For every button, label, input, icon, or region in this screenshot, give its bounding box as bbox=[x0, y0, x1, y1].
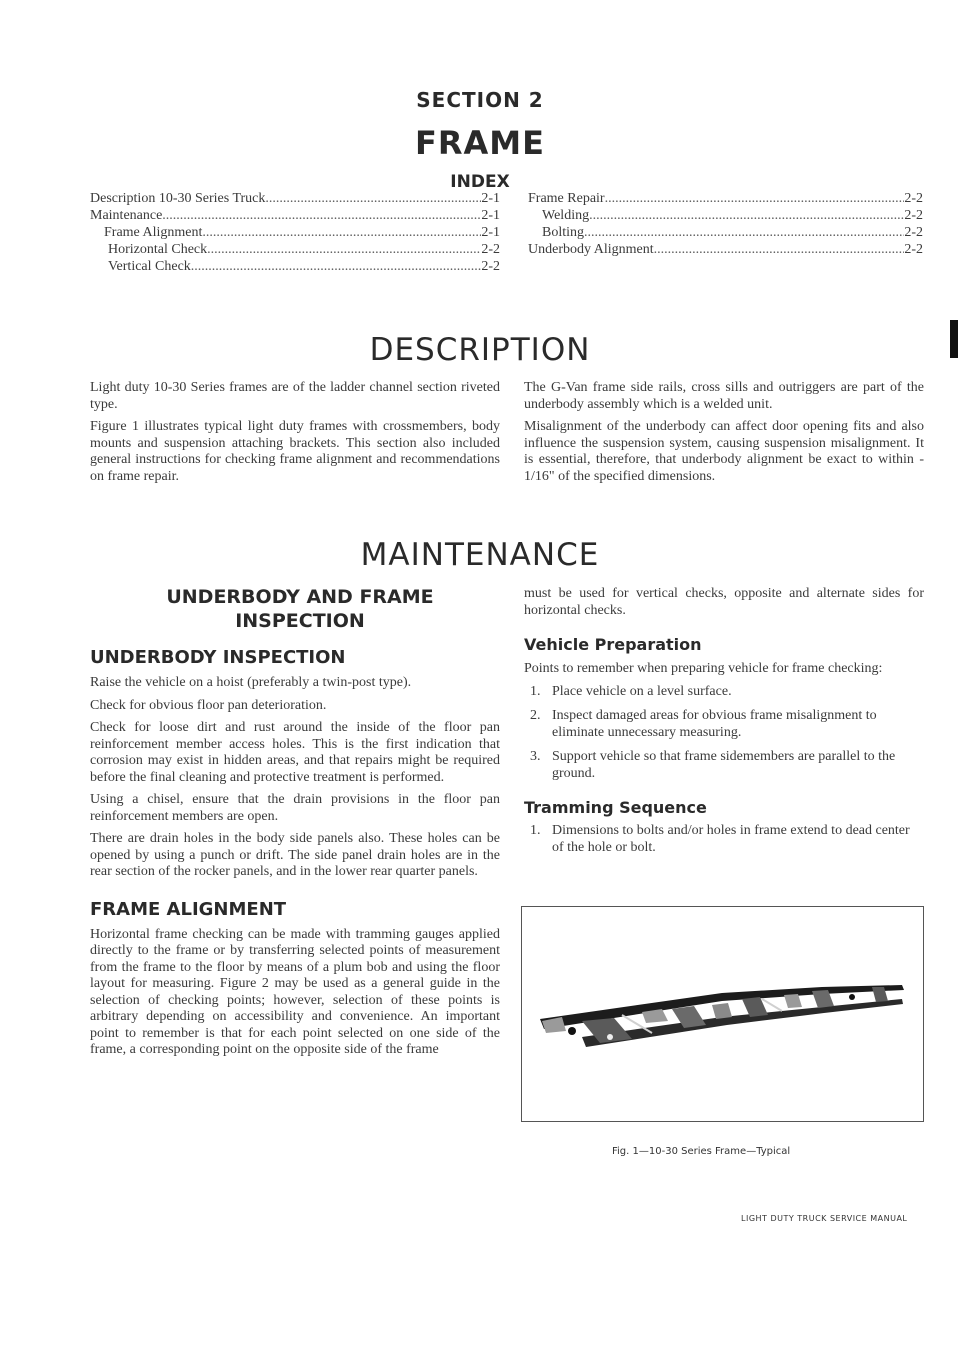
truck-frame-illustration-icon bbox=[522, 907, 923, 1121]
index-entry-label: Underbody Alignment bbox=[528, 242, 654, 257]
description-paragraph: The G-Van frame side rails, cross sills and outriggers are part of the underbody assembly which is a welded unit. bbox=[524, 380, 924, 412]
index-entry-page: 2-1 bbox=[481, 191, 500, 206]
index-entry bbox=[90, 224, 500, 241]
list-item bbox=[524, 684, 924, 701]
underbody-paragraph: Check for obvious floor pan deterioration. bbox=[90, 697, 327, 713]
list-item-text: Support vehicle so that frame sidemembers are parallel to the ground. bbox=[552, 749, 896, 781]
vehicle-preparation-intro: Points to remember when preparing vehicle for frame checking: bbox=[524, 661, 883, 676]
continuation-paragraph: must be used for vertical checks, opposite and alternate sides for horizontal checks. bbox=[524, 586, 924, 618]
list-item bbox=[524, 708, 924, 741]
page-title: FRAME bbox=[415, 124, 545, 162]
inspection-heading-line2: INSPECTION bbox=[235, 610, 365, 632]
index-leader-dots bbox=[207, 241, 481, 258]
figure-caption: Fig. 1—10-30 Series Frame—Typical bbox=[612, 1146, 791, 1157]
index-entry-page: 2-2 bbox=[904, 191, 923, 206]
index-left-column bbox=[90, 190, 500, 275]
index-entry bbox=[90, 258, 500, 275]
index-leader-dots bbox=[654, 241, 905, 258]
index-leader-dots bbox=[162, 207, 481, 224]
index-leader-dots bbox=[191, 258, 482, 275]
index-leader-dots bbox=[589, 207, 904, 224]
figure-box bbox=[521, 906, 924, 1122]
list-item-text: Place vehicle on a level surface. bbox=[552, 683, 732, 699]
index-entry bbox=[90, 207, 500, 224]
index-entry-page: 2-1 bbox=[481, 225, 500, 240]
index-entry-label: Welding bbox=[542, 208, 590, 223]
index-entry-page: 2-2 bbox=[481, 242, 500, 257]
index-entry-label: Description 10-30 Series Truck bbox=[90, 191, 266, 206]
vehicle-preparation-heading: Vehicle Preparation bbox=[524, 635, 702, 654]
index-entry-label: Maintenance bbox=[90, 208, 163, 223]
list-item-number: 2. bbox=[530, 708, 541, 723]
frame-alignment-paragraph: Horizontal frame checking can be made with tramming gauges applied directly to the frame or by transferring selected points of measurement from the frame to the floor by means of a plum bob and using the floor layout for measuring. Figure 2 may be used as a general guide in the selection of checking points; however, selection of these points is arbitrary depending on accessibility and convenience. An important point to remember is that for each point selected on one side of the frame, a corresponding point on the opposite side of the frame bbox=[90, 926, 500, 1057]
list-item-number: 1. bbox=[530, 823, 541, 838]
underbody-paragraph: Check for loose dirt and rust around the inside of the floor pan reinforcement member access holes. This is the first indication that corrosion may exist in hidden areas, and that repairs might be required before the final cleaning and protective treatment is performed. bbox=[90, 720, 500, 785]
frame-alignment-heading: FRAME ALIGNMENT bbox=[90, 898, 287, 920]
index-heading: INDEX bbox=[450, 172, 510, 192]
index-leader-dots bbox=[202, 224, 481, 241]
tramming-sequence-list bbox=[524, 823, 924, 856]
description-paragraph: Misalignment of the underbody can affect door opening fits and also influence the suspension system, causing suspension misalignment. It is essential, therefore, that underbody alignment be exact to within - 1/16" of the specified dimensions. bbox=[524, 419, 924, 484]
list-item-text: Inspect damaged areas for obvious frame misalignment to eliminate unnecessary measuring. bbox=[552, 708, 877, 740]
index-entry bbox=[528, 207, 923, 224]
index-entry-label: Vertical Check bbox=[108, 259, 191, 274]
inspection-heading-line1: UNDERBODY AND FRAME bbox=[166, 586, 434, 608]
index-entry bbox=[528, 241, 923, 258]
list-item-number: 1. bbox=[530, 683, 541, 699]
list-item bbox=[524, 749, 924, 782]
underbody-paragraph: Using a chisel, ensure that the drain provisions in the floor pan reinforcement members are open. bbox=[90, 792, 500, 824]
index-right-column bbox=[528, 190, 923, 258]
maintenance-heading: MAINTENANCE bbox=[360, 537, 600, 573]
index-entry-page: 2-1 bbox=[481, 208, 500, 223]
underbody-inspection-heading: UNDERBODY INSPECTION bbox=[90, 647, 346, 668]
underbody-paragraph: There are drain holes in the body side panels also. These holes can be opened by using a punch or drift. The side panel drain holes are in the rear section of the rocker panels, and in the lower rear quarter panels. bbox=[90, 831, 500, 879]
index-entry bbox=[90, 190, 500, 207]
description-paragraph: Light duty 10-30 Series frames are of the ladder channel section riveted type. bbox=[90, 380, 500, 412]
list-item-text: Dimensions to bolts and/or holes in frame extend to dead center of the hole or bolt. bbox=[552, 823, 910, 855]
index-entry-label: Frame Repair bbox=[528, 191, 605, 206]
maintenance-right-column bbox=[524, 586, 924, 864]
underbody-paragraph: Raise the vehicle on a hoist (preferably a twin-post type). bbox=[90, 675, 412, 690]
vehicle-preparation-list bbox=[524, 684, 924, 783]
maintenance-left-column bbox=[90, 585, 500, 1065]
index-entry-label: Horizontal Check bbox=[108, 242, 208, 257]
index-entry-page: 2-2 bbox=[904, 225, 923, 240]
section-number: SECTION 2 bbox=[416, 88, 544, 112]
index-entry-page: 2-2 bbox=[904, 242, 923, 257]
list-item bbox=[524, 823, 924, 856]
index-entry bbox=[90, 241, 500, 258]
index-leader-dots bbox=[265, 190, 481, 207]
description-right-column bbox=[524, 380, 924, 491]
list-item-number: 3. bbox=[530, 749, 541, 764]
index-leader-dots bbox=[584, 224, 904, 241]
index-leader-dots bbox=[605, 190, 905, 207]
index-entry bbox=[528, 190, 923, 207]
index-entry-page: 2-2 bbox=[904, 208, 923, 223]
tramming-sequence-heading: Tramming Sequence bbox=[524, 798, 707, 817]
index-entry-label: Frame Alignment bbox=[104, 225, 203, 240]
index-entry-label: Bolting bbox=[542, 225, 585, 240]
description-paragraph: Figure 1 illustrates typical light duty frames with crossmembers, body mounts and suspension attaching brackets. This section also included general instructions for checking frame alignment and recommendations on frame repair. bbox=[90, 419, 500, 484]
index-entry bbox=[528, 224, 923, 241]
description-heading: DESCRIPTION bbox=[369, 332, 591, 368]
index-entry-page: 2-2 bbox=[481, 259, 500, 274]
description-left-column bbox=[90, 380, 500, 491]
page-footer: LIGHT DUTY TRUCK SERVICE MANUAL bbox=[741, 1214, 908, 1223]
